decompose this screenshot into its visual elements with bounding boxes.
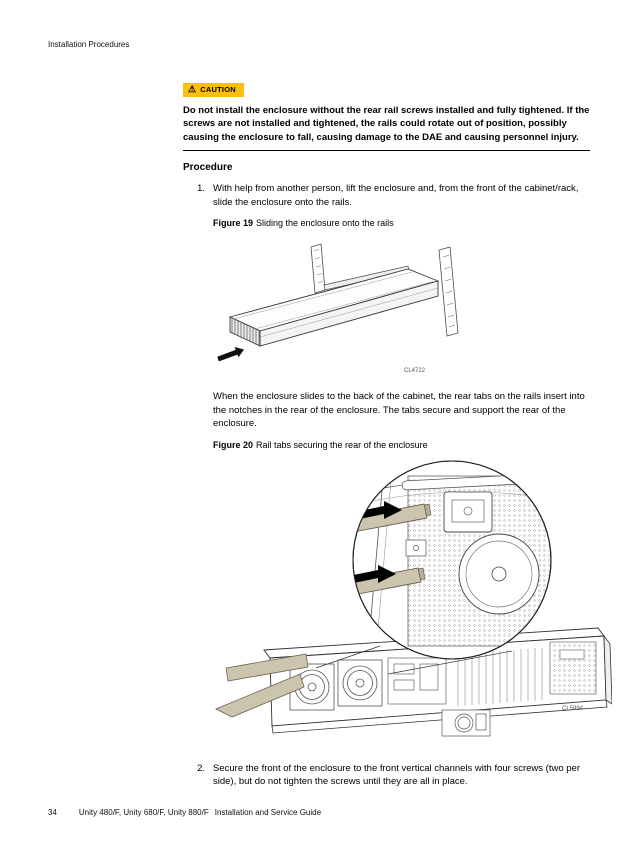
figure-20-caption-text: Rail tabs securing the rear of the enclosure — [256, 439, 428, 450]
caution-badge-label: CAUTION — [200, 85, 236, 94]
figure-20-id-label: CL5994 — [562, 705, 584, 712]
page-footer — [48, 808, 321, 817]
page-content — [183, 79, 590, 788]
step-number: 2. — [197, 762, 205, 774]
power-inlet — [444, 492, 492, 532]
running-header: Installation Procedures — [48, 40, 130, 49]
rack-post-left — [311, 244, 325, 293]
explanation-paragraph: When the enclosure slides to the back of the cabinet, the rear tabs on the rails insert into the notches in the rear of the enclosure. The tabs secure and support the rear of the enclosure. — [213, 391, 585, 430]
slide-direction-arrow-icon — [217, 347, 244, 361]
bottom-module — [442, 710, 490, 736]
step-text: Secure the front of the enclosure to the front vertical channels with four screws (two per side), but do not tighten the screws until they are all in place. — [213, 762, 580, 787]
figure-20-caption — [213, 440, 590, 450]
warning-icon: ⚠ — [188, 84, 197, 94]
caution-text: Do not install the enclosure without the rear rail screws installed and fully tightened. If the screws are not installed and tightened, the rails could rotate out of position, possibly causing the enclosure to fall, causing damage to the DAE and causing personnel injury. — [183, 105, 590, 143]
figure-19-id-label: CL4722 — [404, 368, 426, 375]
procedure-step-1 — [183, 182, 590, 209]
procedure-step-2 — [183, 762, 590, 789]
rack-post-right — [439, 247, 458, 336]
step-number: 1. — [197, 183, 205, 195]
figure-20-illustration — [212, 458, 612, 758]
footer-product-names: Unity 480/F, Unity 680/F, Unity 880/F — [78, 808, 209, 817]
figure-19-caption — [213, 218, 590, 228]
label-plate — [560, 650, 584, 659]
figure-19-label: Figure 19 — [213, 218, 254, 229]
figure-19-caption-text: Sliding the enclosure onto the rails — [256, 218, 394, 229]
figure-20-label: Figure 20 — [213, 439, 254, 450]
procedure-heading: Procedure — [183, 162, 233, 174]
clamp-bracket — [406, 540, 426, 556]
step-text: With help from another person, lift the enclosure and, from the front of the cabinet/rack, slide the enclosure onto the rails. — [213, 183, 579, 208]
footer-doc-title: Installation and Service Guide — [214, 808, 322, 817]
fan-hub — [492, 567, 506, 581]
divider-rule — [183, 150, 590, 151]
page-number: 34 — [48, 808, 57, 817]
figure-19-illustration — [212, 233, 462, 381]
caution-badge — [183, 83, 244, 97]
